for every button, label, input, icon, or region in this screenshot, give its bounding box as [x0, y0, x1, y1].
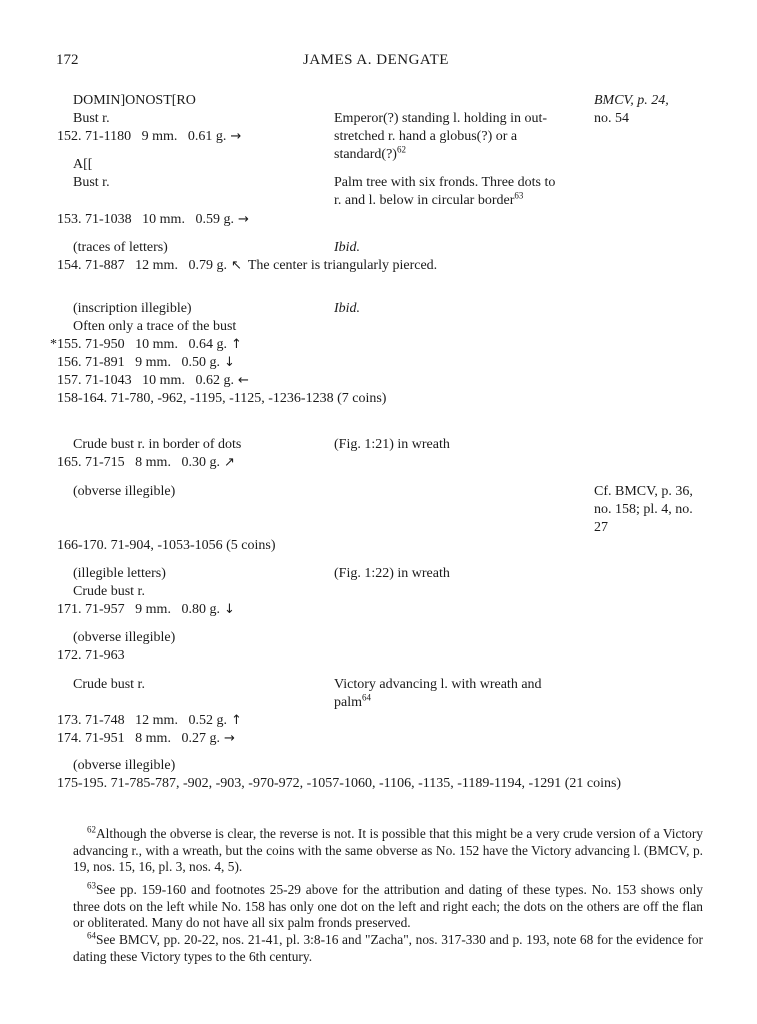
- obverse-inscription-152: DOMIN]ONOST[RO: [73, 93, 196, 108]
- die-axis-arrow-icon: ↑: [230, 337, 242, 352]
- coin-165: [57, 454, 235, 472]
- die-axis-arrow-icon: ↖: [230, 258, 242, 273]
- coin-174: [57, 730, 235, 748]
- note-155: Often only a trace of the bust: [73, 319, 237, 334]
- coin-152: [57, 128, 241, 146]
- reference-166-a-text: Cf. BMCV, p. 36,: [594, 484, 693, 499]
- footnote-text: Although the obverse is clear, the reverse is not. It is possible that this might be a very crude version of a Victory advancing r., with a wreath, but the coins with the same obverse as No. 152 have the Victory advancing l. (BMCV, p. 19, nos. 15, 16, pl. 3, nos. 4, 5).: [73, 826, 703, 875]
- reference-152-b: no. 54: [594, 111, 629, 126]
- running-title: JAMES A. DENGATE: [303, 52, 449, 68]
- reverse-173-b-text: palm: [334, 695, 362, 710]
- coin-156: [57, 354, 235, 372]
- reverse-173-b: [334, 694, 371, 712]
- die-axis-arrow-icon: ↗: [223, 455, 235, 470]
- reverse-154: Ibid.: [334, 240, 361, 255]
- coin-166-170: 166-170. 71-904, -1053-1056 (5 coins): [57, 538, 276, 553]
- footnote-number: 64: [87, 930, 96, 941]
- footnote-number: 62: [87, 824, 96, 835]
- reference-152-a: BMCV, p. 24,: [594, 93, 669, 108]
- reference-166-a: [594, 483, 693, 501]
- footnote-ref-63: 63: [514, 190, 524, 201]
- coin-172: 172. 71-963: [57, 648, 125, 663]
- page-number: 172: [56, 52, 79, 68]
- obverse-inscription-171: (illegible letters): [73, 566, 166, 581]
- reverse-153-a: Palm tree with six fronds. Three dots to: [334, 175, 556, 190]
- footnote-63: [73, 882, 703, 932]
- coin-line-155: *155. 71-950 10 mm. 0.64 g.: [50, 337, 227, 352]
- reverse-153-b: [334, 192, 523, 210]
- remark-154: The center is triangularly pierced.: [247, 258, 438, 273]
- die-axis-arrow-icon: →: [230, 129, 242, 144]
- obverse-172: (obverse illegible): [73, 630, 176, 645]
- coin-157: [57, 372, 249, 390]
- footnote-ref-64: 64: [362, 692, 371, 703]
- footnote-62: [73, 826, 703, 876]
- footnote-text: See BMCV, pp. 20-22, nos. 21-41, pl. 3:8-16 and "Zacha", nos. 317-330 and p. 193, note 68 for the evidence for dating these Victory types to the 6th century.: [73, 932, 703, 964]
- obverse-173: Crude bust r.: [73, 677, 145, 692]
- coin-line-174: 174. 71-951 8 mm. 0.27 g.: [57, 731, 220, 746]
- obverse-154: (traces of letters): [73, 240, 168, 255]
- reverse-152-a: Emperor(?) standing l. holding in out-: [334, 111, 548, 126]
- die-axis-arrow-icon: ↓: [223, 355, 235, 370]
- coin-158-164: 158-164. 71-780, -962, -1195, -1125, -1236-1238 (7 coins): [57, 391, 387, 406]
- reverse-173-a: Victory advancing l. with wreath and: [334, 677, 542, 692]
- coin-line-165: 165. 71-715 8 mm. 0.30 g.: [57, 455, 220, 470]
- footnote-text: See pp. 159-160 and footnotes 25-29 above for the attribution and dating of these types. No. 153 shows only three dots on the left while No. 158 has only one dot on the left and right each; the dots on the others are off the flan or obliterated. Many do not have all six palm fronds preserved.: [73, 882, 703, 931]
- coin-153: [57, 211, 249, 229]
- obverse-155: (inscription illegible): [73, 301, 192, 316]
- obverse-171: Crude bust r.: [73, 584, 145, 599]
- coin-171: [57, 601, 235, 619]
- coin-175-195: 175-195. 71-785-787, -902, -903, -970-972, -1057-1060, -1106, -1135, -1189-1194, -1291 (21 coins): [57, 776, 622, 791]
- footnote-64: [73, 932, 703, 965]
- coin-line-157: 157. 71-1043 10 mm. 0.62 g.: [57, 373, 234, 388]
- reference-166-c: 27: [594, 520, 608, 535]
- die-axis-arrow-icon: ←: [237, 373, 249, 388]
- coin-155: [50, 336, 242, 354]
- footnote-number: 63: [87, 880, 96, 891]
- die-axis-arrow-icon: →: [223, 731, 235, 746]
- coin-line-156: 156. 71-891 9 mm. 0.50 g.: [57, 355, 220, 370]
- obverse-166: (obverse illegible): [73, 484, 176, 499]
- reference-166-b: no. 158; pl. 4, no.: [594, 502, 693, 517]
- obverse-152: Bust r.: [73, 111, 110, 126]
- coin-line-153: 153. 71-1038 10 mm. 0.59 g.: [57, 212, 234, 227]
- reverse-153-b-text: r. and l. below in circular border: [334, 193, 515, 208]
- reverse-155: Ibid.: [334, 301, 361, 316]
- die-axis-arrow-icon: ↓: [223, 602, 235, 617]
- obverse-153: Bust r.: [73, 175, 110, 190]
- obverse-inscription-153: A[[: [73, 157, 93, 172]
- reverse-152-c-text: standard(?): [334, 147, 397, 162]
- reverse-165: (Fig. 1:21) in wreath: [334, 437, 450, 452]
- coin-line-171: 171. 71-957 9 mm. 0.80 g.: [57, 602, 220, 617]
- coin-173: [57, 712, 242, 730]
- die-axis-arrow-icon: ↑: [230, 713, 242, 728]
- obverse-165: Crude bust r. in border of dots: [73, 437, 242, 452]
- footnote-ref-62: 62: [396, 144, 406, 155]
- coin-line-154: 154. 71-887 12 mm. 0.79 g.: [57, 258, 227, 273]
- obverse-175: (obverse illegible): [73, 758, 176, 773]
- coin-154: [57, 257, 437, 275]
- reverse-152-b: stretched r. hand a globus(?) or a: [334, 129, 518, 144]
- coin-line-152: 152. 71-1180 9 mm. 0.61 g.: [57, 129, 227, 144]
- reverse-171: (Fig. 1:22) in wreath: [334, 566, 450, 581]
- die-axis-arrow-icon: →: [237, 212, 249, 227]
- reverse-152-c: [334, 146, 406, 164]
- coin-line-173: 173. 71-748 12 mm. 0.52 g.: [57, 713, 227, 728]
